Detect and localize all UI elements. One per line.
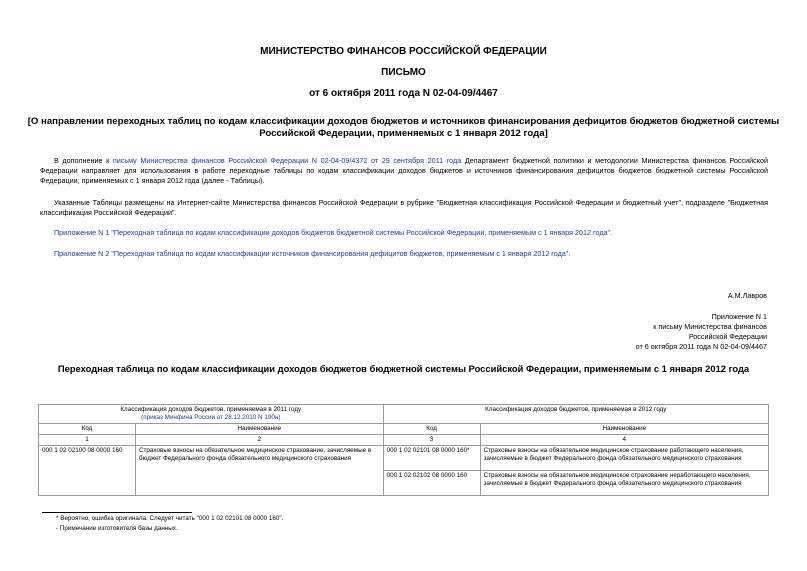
table-subheader-row: [39, 424, 769, 435]
transition-table: [38, 404, 769, 496]
header-2012: Классификация доходов бюджетов, применяемая в 2012 году: [383, 405, 768, 424]
col-number-1: 1: [39, 435, 136, 446]
footnote-line1: * Вероятно, ошибка оригинала. Следует читать "000 1 02 02101 08 0000 160".: [56, 515, 284, 522]
old-name-cell: Страховые взносы на обязательное медицинское страхование, зачисляемые в бюджет Федерального фонда обязательного медицинского страхования: [136, 446, 384, 496]
appendix-2-link[interactable]: Приложение N 2 "Переходная таблица по кодам классификации источников финансирования дефицитов бюджетов, применяемым с 1 января 2012 года".: [54, 249, 571, 258]
col-code-2011: Код: [39, 424, 136, 435]
appendix-line3: Российской Федерации: [688, 332, 767, 341]
reference-letter-link[interactable]: письму Министерства финансов Российской Федерации N 02-04-09/4372 от 29 сентября 2011 года: [112, 156, 462, 165]
new-code-cell: 000 1 02 02102 08 0000 160: [383, 471, 480, 496]
doc-date-number: от 6 октября 2011 года N 02-04-09/4467: [309, 88, 498, 99]
signature: А.М.Лавров: [727, 291, 767, 300]
footnote-line2: - Примечание изготовителя базы данных.: [56, 525, 178, 532]
header-2011: [39, 405, 384, 424]
new-name-cell: Страховые взносы на обязательное медицинское страхование работающего населения, зачисляемые в бюджет Федерального фонда обязательного медицинского страхования: [480, 446, 768, 471]
table-row: [39, 446, 769, 471]
table-header-row: [39, 405, 769, 424]
old-code-cell: 000 1 02 02100 08 0000 160: [39, 446, 136, 496]
appendix-line2: к письму Министерства финансов: [653, 322, 767, 331]
col-code-2012: Код: [383, 424, 480, 435]
table-number-row: [39, 435, 769, 446]
order-link[interactable]: (приказ Минфина России от 28.12.2010 N 190н): [141, 414, 281, 421]
ministry-title: МИНИСТЕРСТВО ФИНАНСОВ РОССИЙСКОЙ ФЕДЕРАЦИИ: [260, 46, 547, 57]
appendix-1-link[interactable]: Приложение N 1 "Переходная таблица по кодам классификации доходов бюджетов бюджетной системы Российской Федерации, применяемым с 1 января 2012 года".: [54, 228, 613, 237]
appendix-title: Переходная таблица по кодам классификации доходов бюджетов бюджетной системы Российской Федерации, применяемым с 1 января 2012 года: [57, 363, 750, 374]
footnote-separator: [42, 512, 192, 513]
appendix-line1: Приложение N 1: [711, 312, 767, 321]
paragraph-2: Указанные Таблицы размещены на Интернет-сайте Министерства финансов Российской Федерации в рубрике "Бюджетная классификация Российской Федерации и бюджетный учет", подразделе "Бюджетная классификация Российской Федерации".: [40, 198, 768, 217]
col-number-3: 3: [383, 435, 480, 446]
col-name-2011: Наименование: [136, 424, 384, 435]
paragraph-1-prefix: В дополнение к: [54, 156, 113, 165]
header-2011-label: Классификация доходов бюджетов, применяемая в 2011 году: [120, 406, 302, 413]
col-name-2012: Наименование: [480, 424, 768, 435]
col-number-4: 4: [480, 435, 768, 446]
doc-subject-line2: Российской Федерации, применяемых с 1 января 2012 года]: [259, 128, 548, 139]
appendix-label: [636, 312, 767, 352]
doc-subject-line1: [О направлении переходных таблиц по кодам классификации доходов бюджетов и источников финансирования дефицитов бюджетов бюджетной системы: [27, 116, 780, 127]
paragraph-1-suffix: Департамент бюджетной политики и методологии Министерства финансов Российской Федерации направляет для использования в работе переходные таблицы по кодам классификации доходов бюджетов и источников финансирования дефицитов бюджетов бюджетной системы Российской Федерации, применяемых с 1 января 2012 года (далее - Таблицы).: [40, 156, 768, 185]
col-number-2: 2: [136, 435, 384, 446]
new-code-cell: 000 1 02 02101 08 0000 160*: [383, 446, 480, 471]
new-name-cell: Страховые взносы на обязательное медицинское страхование неработающего населения, зачисляемые в бюджет Федерального фонда обязательного медицинского страхования: [480, 471, 768, 496]
appendix-line4: от 6 октября 2011 года N 02-04-09/4467: [635, 342, 767, 351]
paragraph-1: [40, 156, 768, 186]
doc-type: ПИСЬМО: [381, 67, 426, 78]
